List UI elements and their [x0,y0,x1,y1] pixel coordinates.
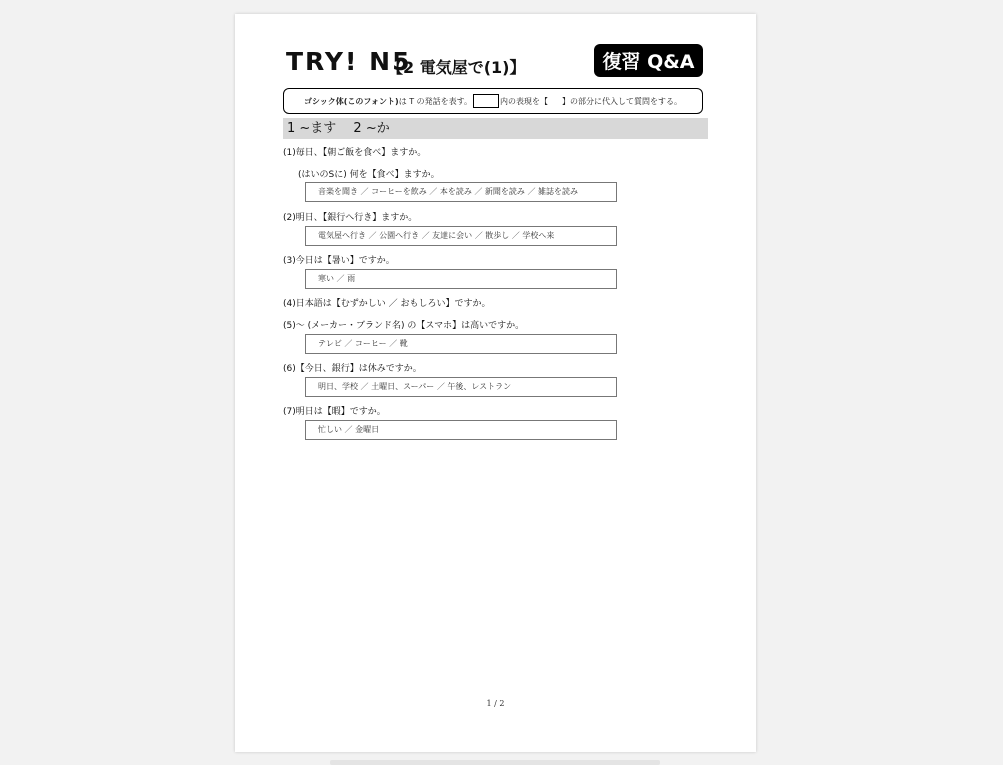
answer-options-box: 電気屋へ行き ／ 公園へ行き ／ 友達に会い ／ 散歩し ／ 学校へ来 [305,226,617,246]
instruction-part4: 】の部分に代入して質問をする。 [562,96,683,106]
question-7: (7)明日は【暇】ですか。 [283,407,386,417]
blank-box [473,94,499,108]
answer-options-box: テレビ ／ コーヒー ／ 靴 [305,334,617,354]
page-number: 1 / 2 [486,699,505,708]
answer-options-box: 音楽を聞き ／ コーヒーを飲み ／ 本を読み ／ 新聞を読み ／ 雑誌を読み [305,182,617,202]
next-page-edge [330,760,660,765]
question-6: (6)【今日、銀行】は休みですか。 [283,364,422,374]
question-5: (5)～ (メーカー・ブランド名) の【スマホ】は高いですか。 [283,321,525,331]
question-4: (4)日本語は【むずかしい ／ おもしろい】ですか。 [283,299,491,309]
question-2: (2)明日、【銀行へ行き】ますか。 [283,213,418,223]
section-title: 1 ~ます 2 ~か [283,118,708,139]
document-page [235,14,756,752]
instruction-part1: ゴシック体(このフォント) [303,96,399,106]
lesson-title: 【2 電気屋で(1)】 [387,58,526,77]
instruction-part3: 内の表現を【 [500,96,549,106]
instruction-box [283,88,703,114]
answer-options-box: 忙しい ／ 金曜日 [305,420,617,440]
review-badge: 復習 Q&A [594,44,703,77]
question-3: (3)今日は【暑い】ですか。 [283,256,395,266]
answer-options-box: 明日、学校 ／ 土曜日、スーパー ／ 午後、レストラン [305,377,617,397]
brand-logo: TRY! N5 [286,47,412,76]
instruction-part2: は T の発話を表す。 [398,96,473,106]
answer-options-box: 寒い ／ 雨 [305,269,617,289]
question-1: (1)毎日、【朝ご飯を食べ】ますか。 [283,148,427,158]
question-1-sub: (はいのSに) 何を【食べ】ますか。 [298,170,440,180]
